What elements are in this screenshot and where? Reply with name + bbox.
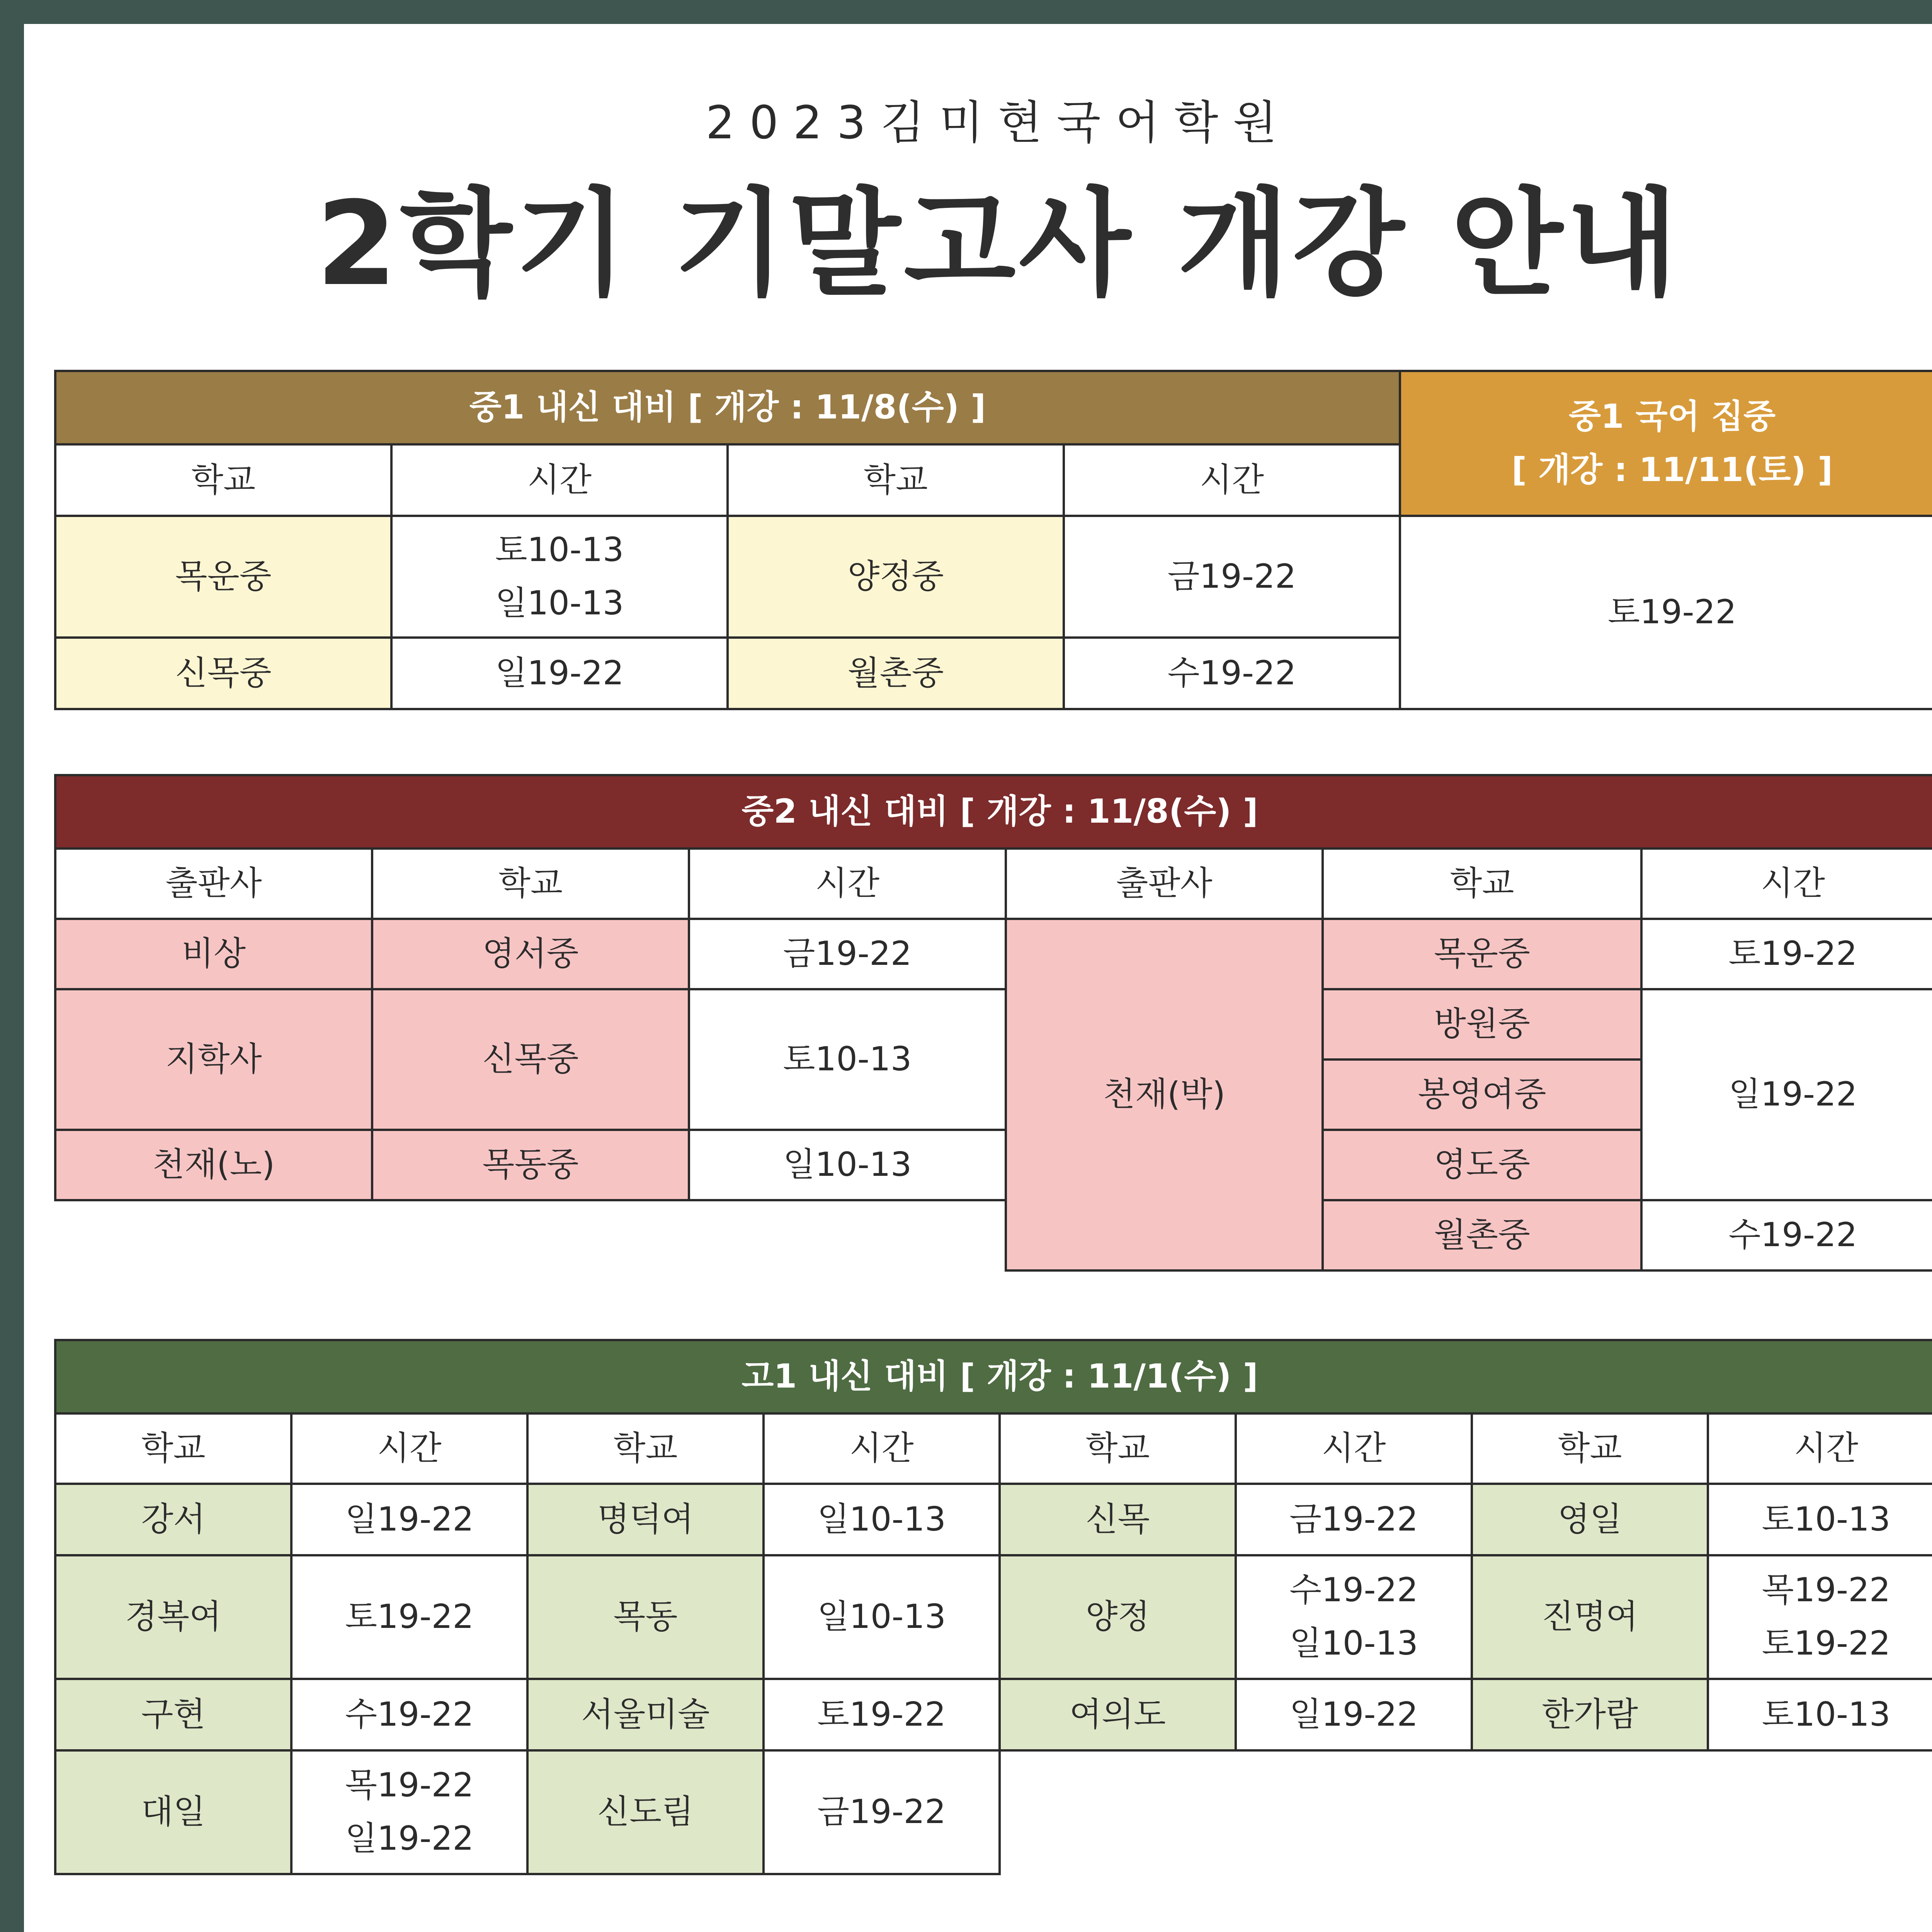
academy-subtitle: 2023김미현국어학원 xyxy=(706,96,1292,149)
school-cell: 목운중 xyxy=(1323,919,1641,989)
time-cell xyxy=(1708,1555,1932,1679)
m2-col-school: 학교 xyxy=(1323,849,1641,919)
school-cell: 봉영여중 xyxy=(1323,1060,1641,1130)
m1-intensive-title: 중1 국어 집중 xyxy=(1568,397,1776,436)
time-line: 목19-22 xyxy=(345,1766,474,1805)
m2-col-school: 학교 xyxy=(372,849,689,919)
school-cell: 양정 xyxy=(1000,1555,1236,1679)
publisher-cell: 지학사 xyxy=(55,989,372,1130)
school-cell: 신도림 xyxy=(527,1750,764,1874)
time-line: 토19-22 xyxy=(1762,1624,1891,1663)
m2-col-time: 시간 xyxy=(689,849,1006,919)
school-cell: 여의도 xyxy=(1000,1679,1236,1750)
school-cell: 방원중 xyxy=(1323,989,1641,1060)
h1-col-time: 시간 xyxy=(291,1413,527,1484)
school-cell: 경복여 xyxy=(55,1555,291,1679)
m1-band: 중1 내신 대비 [ 개강 : 11/8(수) ] xyxy=(55,371,1400,444)
time-cell xyxy=(291,1750,527,1874)
school-cell: 영일 xyxy=(1472,1484,1708,1555)
time-cell: 토19-22 xyxy=(291,1555,527,1679)
time-cell: 수19-22 xyxy=(291,1679,527,1750)
time-line: 목19-22 xyxy=(1762,1571,1891,1610)
school-cell: 대일 xyxy=(55,1750,291,1874)
h1-col-time: 시간 xyxy=(764,1413,1000,1484)
time-cell xyxy=(391,516,728,638)
time-cell: 금19-22 xyxy=(1236,1484,1472,1555)
time-cell: 토19-22 xyxy=(1641,919,1932,989)
m2-col-time: 시간 xyxy=(1641,849,1932,919)
school-cell: 명덕여 xyxy=(527,1484,764,1555)
m1-col-time: 시간 xyxy=(1064,444,1400,516)
time-cell xyxy=(1236,1555,1472,1679)
school-cell: 구현 xyxy=(55,1679,291,1750)
school-cell: 서울미술 xyxy=(527,1679,764,1750)
school-cell: 강서 xyxy=(55,1484,291,1555)
time-cell: 일19-22 xyxy=(291,1484,527,1555)
time-cell: 금19-22 xyxy=(764,1750,1000,1874)
time-cell: 일19-22 xyxy=(1641,989,1932,1200)
time-line: 일10-13 xyxy=(1289,1624,1418,1663)
h1-band: 고1 내신 대비 [ 개강 : 11/1(수) ] xyxy=(55,1340,1932,1413)
h1-schedule-table xyxy=(54,1339,1932,1875)
school-cell: 영도중 xyxy=(1323,1130,1641,1200)
page-title: 2학기 기말고사 개강 안내 xyxy=(316,177,1681,311)
empty-cell xyxy=(55,1200,1006,1270)
time-cell: 일19-22 xyxy=(1236,1679,1472,1750)
m1-col-school: 학교 xyxy=(55,444,391,516)
time-cell: 일10-13 xyxy=(764,1555,1000,1679)
school-cell: 목동중 xyxy=(372,1130,689,1200)
m2-col-publisher: 출판사 xyxy=(1006,849,1323,919)
school-cell: 영서중 xyxy=(372,919,689,989)
time-cell: 일10-13 xyxy=(764,1484,1000,1555)
time-cell: 토10-13 xyxy=(1708,1679,1932,1750)
school-cell: 목동 xyxy=(527,1555,764,1679)
time-line: 토10-13 xyxy=(495,530,624,569)
publisher-cell: 천재(박) xyxy=(1006,919,1323,1270)
school-cell: 신목중 xyxy=(55,638,391,709)
time-line: 수19-22 xyxy=(1289,1571,1418,1610)
school-cell: 목운중 xyxy=(55,516,391,638)
time-cell: 금19-22 xyxy=(689,919,1006,989)
time-cell: 토10-13 xyxy=(689,989,1006,1130)
publisher-cell: 비상 xyxy=(55,919,372,989)
m1-col-school: 학교 xyxy=(728,444,1064,516)
m2-schedule-table xyxy=(54,774,1932,1272)
school-cell: 월촌중 xyxy=(728,638,1064,709)
time-cell: 토10-13 xyxy=(1708,1484,1932,1555)
m1-schedule-table xyxy=(54,370,1932,710)
time-cell: 수19-22 xyxy=(1064,638,1400,709)
publisher-cell: 천재(노) xyxy=(55,1130,372,1200)
school-cell: 월촌중 xyxy=(1323,1200,1641,1270)
m1-intensive-open-date: [ 개강 : 11/11(토) ] xyxy=(1511,450,1833,489)
m1-intensive-time: 토19-22 xyxy=(1400,516,1932,709)
school-cell: 신목중 xyxy=(372,989,689,1130)
time-line: 일10-13 xyxy=(495,583,624,622)
school-cell: 진명여 xyxy=(1472,1555,1708,1679)
school-cell: 한가람 xyxy=(1472,1679,1708,1750)
h1-col-school: 학교 xyxy=(527,1413,764,1484)
time-line: 일19-22 xyxy=(345,1819,474,1858)
time-cell: 금19-22 xyxy=(1064,516,1400,638)
h1-col-school: 학교 xyxy=(1000,1413,1236,1484)
time-cell: 일10-13 xyxy=(689,1130,1006,1200)
m2-col-publisher: 출판사 xyxy=(55,849,372,919)
school-cell: 양정중 xyxy=(728,516,1064,638)
h1-col-school: 학교 xyxy=(1472,1413,1708,1484)
m1-col-time: 시간 xyxy=(391,444,728,516)
time-cell: 토19-22 xyxy=(764,1679,1000,1750)
m2-band: 중2 내신 대비 [ 개강 : 11/8(수) ] xyxy=(55,775,1932,849)
h1-col-school: 학교 xyxy=(55,1413,291,1484)
m1-intensive-header xyxy=(1400,371,1932,516)
notice-page xyxy=(24,24,1932,1932)
h1-col-time: 시간 xyxy=(1708,1413,1932,1484)
time-cell: 수19-22 xyxy=(1641,1200,1932,1270)
school-cell: 신목 xyxy=(1000,1484,1236,1555)
empty-cell xyxy=(1000,1750,1932,1874)
h1-col-time: 시간 xyxy=(1236,1413,1472,1484)
time-cell: 일19-22 xyxy=(391,638,728,709)
